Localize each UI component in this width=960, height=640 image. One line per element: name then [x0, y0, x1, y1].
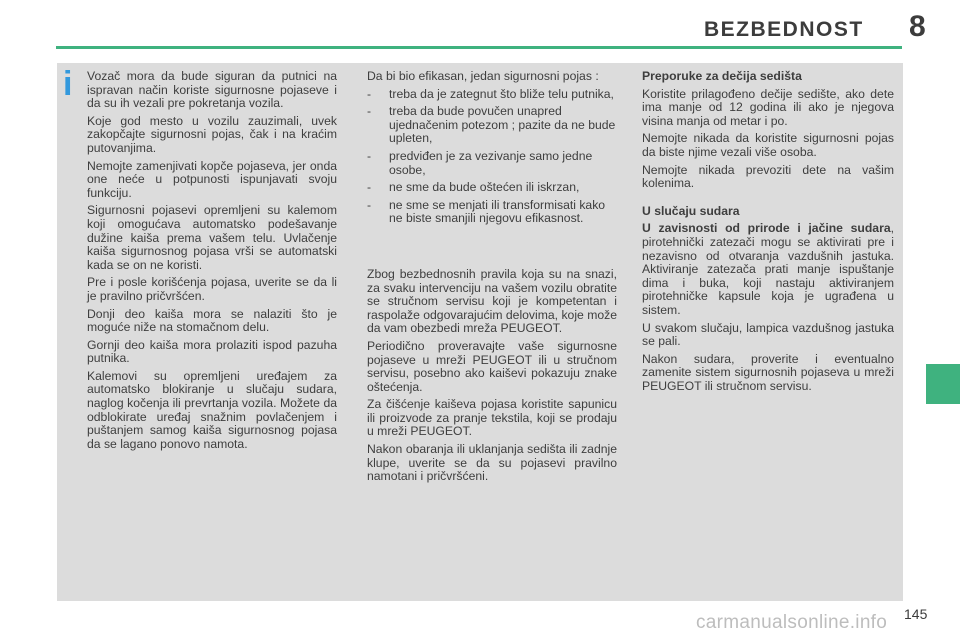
bullet-dash: - [367, 148, 372, 163]
chapter-tab [926, 364, 960, 404]
page-number: 145 [904, 606, 928, 622]
paragraph: Nemojte nikada prevoziti dete na vašim kolenima. [642, 162, 894, 191]
paragraph: Zbog bezbednosnih pravila koja su na snazi, za svaku intervenciju na vašem vozilu obratite se stručnom servisu koji je kompetentan i raspolaže odgovarajućim delovima, koje može da vam obezbedi mreža PEUGEOT. [367, 266, 617, 336]
list-item-text: predviđen je za vezivanje samo jedne osobe, [389, 148, 593, 177]
list-item-text: treba da bude povučen unapred ujednačenim potezom ; pazite da ne bude upleten, [389, 104, 616, 146]
column-right [642, 70, 894, 397]
paragraph: Donji deo kaiša mora se nalaziti što je moguće niže na stomačnom delu. [87, 306, 337, 335]
header-divider [56, 46, 902, 49]
paragraph: Nakon sudara, proverite i eventualno zamenite sistem sigurnosnih pojaseva u mreži PEUGEOT ili stručnom servisu. [642, 351, 894, 393]
column-left [87, 70, 337, 455]
paragraph: Periodično proveravajte vaše sigurnosne pojaseve u mreži PEUGEOT ili u stručnom servisu, posebno ako kaiševi pokazuju znake oštećenja. [367, 338, 617, 394]
requirement-list [367, 88, 617, 226]
paragraph: Sigurnosni pojasevi opremljeni su kalemom koji omogućava automatsko podešavanje dužine kaiša prema vašem telu. Uvlačenje kaiša sigurnosnog pojasa vrši se automatski kada se on ne koristi. [87, 203, 337, 272]
paragraph-collision [642, 222, 894, 317]
watermark: carmanualsonline.info [696, 612, 888, 633]
list-item [367, 105, 617, 146]
list-item [367, 88, 617, 102]
info-icon: i [63, 65, 73, 103]
paragraph: Kalemovi su opremljeni uređajem za automatsko blokiranje u slučaju sudara, naglog kočenja ili prevrtanja vozila. Možete da odblokirate uređaj snažnim povlačenjem i puštanjem samog kaiša sigurnosnog pojasa da se lagano ponovo namota. [87, 368, 337, 451]
list-item [367, 199, 617, 226]
bullet-dash: - [367, 197, 372, 212]
list-item [367, 181, 617, 195]
paragraph: U svakom slučaju, lampica vazdušnog jastuka se pali. [642, 320, 894, 349]
list-intro: Da bi bio efikasan, jedan sigurnosni pojas : [367, 69, 599, 83]
paragraph: Koristite prilagođeno dečije sedište, ako dete ima manje od 12 godina ili ako je njegova visina manja od metar i po. [642, 86, 894, 128]
paragraph: Koje god mesto u vozilu zauzimali, uvek zakopčajte sigurnosni pojas, čak i na kraćim putovanjima. [87, 113, 337, 155]
bullet-dash: - [367, 180, 372, 195]
heading-child-seats: Preporuke za dečija sedišta [642, 69, 802, 83]
paragraph: Pre i posle korišćenja pojasa, uverite se da li je pravilno pričvršćen. [87, 275, 337, 303]
collision-text: , pirotehnički zatezači mogu se aktivirati pre i nezavisno od otvaranja vazdušnih jastuka. Aktiviranje zatezača prati manje ispuštanje dima i buka, koji nastaju aktiviranjem pirotehničke kapsule koja je ugrađena u sistem. [642, 221, 894, 317]
list-item-text: treba da je zategnut što bliže telu putnika, [389, 86, 614, 101]
bullet-dash: - [367, 104, 372, 119]
paragraph: Nakon obaranja ili uklanjanja sedišta ili zadnje klupe, uverite se da su pojasevi pravilno namotani i pričvršćeni. [367, 442, 617, 484]
list-item-text: ne sme da bude oštećen ili iskrzan, [389, 180, 580, 195]
chapter-number: 8 [909, 10, 926, 43]
paragraph: Nemojte nikada da koristite sigurnosni pojas da biste njime vezali više osoba. [642, 131, 894, 159]
paragraph: Nemojte zamenjivati kopče pojaseva, jer onda one neće u potpunosti ispunjavati svoju funkciju. [87, 158, 337, 200]
section-title: BEZBEDNOST [704, 18, 864, 41]
paragraph: Vozač mora da bude siguran da putnici na ispravan način koriste sigurnosne pojaseve i da su ih vezali pre pokretanja vozila. [87, 69, 337, 111]
collision-lead: U zavisnosti od prirode i jačine sudara [642, 221, 891, 236]
column-middle [367, 70, 617, 488]
heading-collision: U slučaju sudara [642, 203, 740, 218]
bullet-dash: - [367, 86, 372, 101]
paragraph: Gornji deo kaiša mora prolaziti ispod pazuha putnika. [87, 337, 337, 366]
list-item [367, 150, 617, 177]
list-item-text: ne sme se menjati ili transformisati kako ne biste smanjili njegovu efikasnost. [389, 197, 606, 226]
paragraph: Za čišćenje kaiševa pojasa koristite sapunicu ili proizvode za pranje tekstila, koji se prodaju u mreži PEUGEOT. [367, 397, 617, 439]
